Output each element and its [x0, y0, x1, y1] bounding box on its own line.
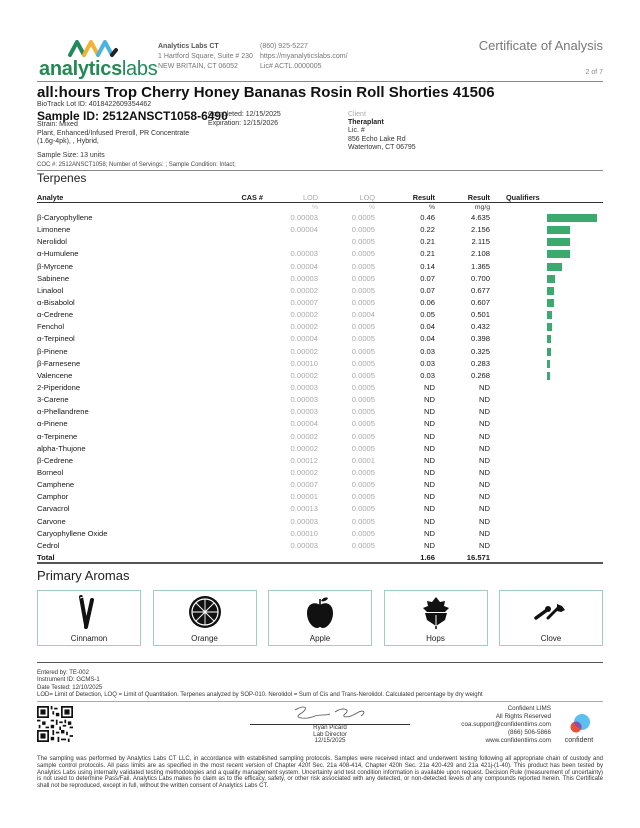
lod-value: 0.00010: [290, 528, 318, 538]
product-title: all:hours Trop Cherry Honey Bananas Rosin Roll Shorties 41506: [37, 84, 495, 101]
loq-value: 0.0005: [351, 467, 375, 477]
lab-phone: (860) 925-5227: [260, 43, 308, 50]
loq-value: 0.0005: [351, 431, 375, 441]
lims-email-link[interactable]: coa.support@confidentlims.com: [461, 721, 551, 728]
client-label: Client: [348, 111, 366, 118]
result-bar: [547, 263, 562, 271]
loq-value: 0.0005: [351, 334, 375, 344]
product-type-line1: Plant, Enhanced/Infused Preroll, PR Concentrate: [37, 129, 190, 137]
result-mg: 0.501: [470, 310, 490, 320]
result-pct: ND: [424, 382, 435, 392]
lod-value: 0.00002: [290, 322, 318, 332]
result-pct: 0.21: [420, 237, 435, 247]
product-type-line2: (1.6g-4pk), , Hybrid,: [37, 138, 99, 145]
result-mg: ND: [479, 443, 490, 453]
lab-name: Analytics Labs CT: [158, 43, 219, 50]
result-bar: [547, 238, 570, 246]
result-mg: 0.607: [470, 297, 490, 307]
cinnamon-icon: [77, 595, 101, 629]
result-pct: ND: [424, 504, 435, 514]
lims-name: Confident LIMS: [507, 705, 551, 712]
aroma-label: Clove: [540, 634, 562, 643]
lod-value: 0.00003: [290, 249, 318, 259]
result-mg: ND: [479, 516, 490, 526]
lod-value: 0.00003: [290, 540, 318, 550]
result-pct: 0.03: [420, 370, 435, 380]
lod-value: 0.00002: [290, 285, 318, 295]
lod-value: 0.00003: [290, 213, 318, 222]
table-body: [37, 212, 603, 552]
result-mg: 0.700: [470, 273, 490, 283]
result-mg: 1.365: [470, 261, 490, 271]
lims-phone: (866) 506-5866: [507, 729, 551, 736]
total-pct: 1.66: [420, 552, 435, 562]
unit-loq: %: [368, 204, 375, 211]
result-pct: 0.14: [420, 261, 435, 271]
client-name: Theraplant: [348, 119, 384, 127]
loq-value: 0.0005: [351, 407, 375, 417]
lod-value: 0.00002: [290, 443, 318, 453]
confident-lims-info: [461, 705, 551, 745]
analyte-name: Carvone: [37, 516, 66, 526]
result-mg: ND: [479, 480, 490, 490]
analyte-name: α-Cedrene: [37, 310, 74, 320]
aroma-label: Cinnamon: [70, 634, 108, 643]
table-row: [37, 321, 603, 333]
table-row: [37, 394, 603, 406]
client-street: 856 Echo Lake Rd: [348, 135, 406, 143]
result-mg: ND: [479, 431, 490, 441]
lod-value: 0.00003: [290, 407, 318, 417]
clove-icon: [534, 600, 568, 624]
header-divider: [37, 81, 603, 82]
confident-logo: [559, 712, 599, 744]
entered-by: Entered by: TE-002: [37, 670, 89, 676]
qr-code-icon[interactable]: [37, 706, 73, 742]
result-pct: 0.07: [420, 285, 435, 295]
legal-disclaimer: The sampling was performed by Analytics Labs CT LLC, in accordance with established sampling protocols. Samples were received intact and underwent testing following all appropriate chain of custody and sample control protocols. All pass limits are as specified in the most recent version of Chapter 420f Sec. 21a 408-414, Chapter 420h Sec. 21a 420-429 and 21a 421j-(1-40). This product has been tested by Analytics Labs using internally validated testing methodologies and a quality management system. Uncertainty and test condition information is available upon request. Decision Rule (measurement of uncertainty) is not used to determine Pass/Fail. Analytics Labs makes no claim as to the efficacy, safety, or other risk associated with any detected, or non-detected levels of any compounds reported herein. This Certificate shall not be reproduced, except in full, without the written consent of Analytics Labs CT.: [37, 756, 603, 790]
analytics-labs-logo: [37, 36, 158, 82]
table-row: [37, 431, 603, 443]
analyte-name: 3-Carene: [37, 395, 69, 405]
instrument-id: Instrument ID: GCMS-1: [37, 677, 100, 684]
lab-license: Lic# ACTL.0000005: [260, 63, 322, 70]
loq-value: 0.0005: [351, 395, 375, 405]
analyte-name: β-Pinene: [37, 346, 68, 356]
aroma-label: Orange: [191, 634, 218, 643]
lod-value: 0.00001: [290, 492, 318, 502]
result-mg: ND: [479, 382, 490, 392]
analyte-name: α-Bisabolol: [37, 297, 75, 307]
analyte-name: Sabinene: [37, 273, 70, 283]
footer-divider: [37, 701, 603, 702]
hops-icon: [421, 595, 451, 629]
loq-value: 0.0005: [351, 297, 375, 307]
analyte-name: Linalool: [37, 285, 64, 295]
table-row: [37, 358, 603, 370]
terpenes-table: [37, 192, 603, 564]
notes-divider: [37, 662, 603, 663]
loq-value: 0.0005: [351, 285, 375, 295]
result-pct: ND: [424, 516, 435, 526]
analyte-name: Camphor: [37, 492, 69, 502]
lims-website-link[interactable]: www.confidentlims.com: [485, 737, 551, 744]
result-mg: 0.268: [470, 370, 490, 380]
lab-address-line2: NEW BRITAIN, CT 06052: [158, 63, 238, 70]
loq-value: 0.0005: [351, 273, 375, 283]
completed-date: Completed: 12/15/2025: [208, 111, 281, 118]
loq-value: 0.0005: [351, 516, 375, 526]
analyte-name: Borneol: [37, 467, 64, 477]
analyte-name: Limonene: [37, 225, 71, 235]
unit-lod: %: [311, 204, 318, 211]
analyte-name: Valencene: [37, 370, 73, 380]
result-pct: ND: [424, 443, 435, 453]
table-row: [37, 297, 603, 309]
lod-value: 0.00003: [290, 382, 318, 392]
lod-value: 0.00002: [290, 310, 318, 320]
total-mg: 16.571: [466, 552, 490, 562]
analyte-name: α-Terpinene: [37, 431, 78, 441]
aroma-label: Apple: [309, 634, 331, 643]
analyte-name: 2-Piperidone: [37, 382, 81, 392]
result-bar: [547, 372, 550, 380]
lod-loq-legend: LOD= Limit of Detection, LOQ = Limit of Quantitation. Terpenes analyzed by SOP-010. Nerolidol = Sum of Cis and Trans-Nerolidol. Calculated percentage by dry weight: [37, 692, 483, 699]
table-row: [37, 503, 603, 515]
loq-value: 0.0005: [351, 382, 375, 392]
col-qualifiers: Qualifiers: [506, 193, 540, 202]
result-pct: 0.46: [420, 213, 435, 222]
result-pct: ND: [424, 455, 435, 465]
result-mg: ND: [479, 407, 490, 417]
signature-block: [250, 704, 410, 754]
result-pct: ND: [424, 431, 435, 441]
loq-value: 0.0005: [351, 237, 375, 247]
result-pct: 0.03: [420, 346, 435, 356]
lod-value: 0.00003: [290, 395, 318, 405]
aromas-title: Primary Aromas: [37, 568, 130, 583]
analyte-name: alpha-Thujone: [37, 443, 86, 453]
result-pct: 0.04: [420, 334, 435, 344]
loq-value: 0.0005: [351, 225, 375, 235]
loq-value: 0.0005: [351, 504, 375, 514]
loq-value: 0.0005: [351, 249, 375, 259]
aroma-card-orange: [153, 590, 257, 646]
lod-value: 0.00002: [290, 346, 318, 356]
date-tested: Date Tested: 12/10/2025: [37, 684, 103, 691]
table-row: [37, 382, 603, 394]
result-mg: ND: [479, 455, 490, 465]
table-row: [37, 333, 603, 345]
analyte-name: α-Humulene: [37, 249, 79, 259]
analyte-name: β-Myrcene: [37, 261, 74, 271]
analyte-name: Camphene: [37, 480, 75, 490]
result-pct: ND: [424, 395, 435, 405]
aroma-card-hops: [384, 590, 488, 646]
lod-value: 0.00012: [290, 455, 318, 465]
result-mg: 2.115: [471, 237, 490, 247]
analyte-name: Carvacrol: [37, 504, 70, 514]
result-bar: [547, 311, 552, 319]
table-row: [37, 309, 603, 321]
lod-value: 0.00003: [290, 516, 318, 526]
result-bar: [547, 323, 552, 331]
result-mg: 0.325: [470, 346, 490, 356]
test-notes: [37, 670, 483, 700]
unit-result-mg: mg/g: [474, 204, 490, 211]
result-pct: 0.21: [420, 249, 435, 259]
table-row: [37, 346, 603, 358]
col-result-mg: Result: [467, 193, 490, 202]
result-pct: 0.03: [420, 358, 435, 368]
signatory: [250, 725, 410, 745]
table-row: [37, 224, 603, 236]
table-row: [37, 443, 603, 455]
sample-id: Sample ID: 2512ANSCT1058-6490: [37, 109, 228, 123]
result-pct: 0.22: [420, 225, 435, 235]
lod-value: 0.00007: [290, 297, 318, 307]
result-mg: 0.283: [470, 358, 490, 368]
lims-rights: All Rights Reserved: [495, 713, 551, 720]
loq-value: 0.0005: [351, 480, 375, 490]
table-header: [37, 192, 603, 203]
loq-value: 0.0005: [351, 358, 375, 368]
loq-value: 0.0004: [351, 310, 375, 320]
result-pct: 0.06: [420, 297, 435, 307]
result-bar: [547, 250, 570, 258]
lod-value: 0.00002: [290, 370, 318, 380]
signature-date: 12/15/2025: [314, 737, 346, 745]
result-mg: ND: [479, 419, 490, 429]
table-row: [37, 261, 603, 273]
lod-value: 0.00002: [290, 467, 318, 477]
analyte-name: β-Farnesene: [37, 358, 81, 368]
terpenes-divider: [37, 170, 603, 171]
col-lod: LOD: [302, 193, 318, 202]
table-row: [37, 418, 603, 430]
header: [37, 36, 603, 82]
result-bar: [547, 287, 554, 295]
lod-value: 0.00004: [290, 334, 318, 344]
lod-value: 0.00010: [290, 358, 318, 368]
result-bar: [547, 360, 550, 368]
result-pct: ND: [424, 480, 435, 490]
loq-value: 0.0005: [351, 213, 375, 222]
aroma-card-clove: [499, 590, 603, 646]
result-mg: 2.108: [470, 249, 490, 259]
logo-wordmark: analyticslabs: [39, 58, 158, 80]
terpenes-title: Terpenes: [37, 171, 87, 185]
analyte-name: Cedrol: [37, 540, 60, 550]
result-mg: ND: [479, 528, 490, 538]
result-bar: [547, 348, 551, 356]
sample-info: [37, 121, 207, 147]
loq-value: 0.0005: [351, 346, 375, 356]
table-row: [37, 212, 603, 224]
confident-logo-icon: [559, 712, 599, 736]
apple-icon: [305, 595, 335, 629]
orange-icon: [188, 595, 222, 629]
loq-value: 0.0005: [351, 370, 375, 380]
lab-contact: [260, 42, 348, 72]
loq-value: 0.0005: [351, 492, 375, 502]
signatory-title: Lab Director: [313, 730, 347, 738]
table-row: [37, 248, 603, 260]
loq-value: 0.0005: [351, 419, 375, 429]
result-bar: [547, 214, 597, 222]
total-label: Total: [37, 552, 55, 562]
client-block: [348, 111, 416, 152]
aroma-label: Hops: [426, 634, 445, 643]
aromas-row: [37, 590, 603, 646]
signature-icon: [285, 704, 375, 724]
analyte-name: Fenchol: [37, 322, 65, 332]
table-row: [37, 540, 603, 552]
lod-value: 0.00002: [290, 431, 318, 441]
table-row: [37, 528, 603, 540]
lod-value: 0.00004: [290, 225, 318, 235]
loq-value: 0.0001: [351, 455, 375, 465]
loq-value: 0.0005: [351, 261, 375, 271]
client-city: Watertown, CT 06795: [348, 143, 416, 151]
analyte-name: α-Terpineol: [37, 334, 75, 344]
result-pct: ND: [424, 528, 435, 538]
page-number: 2 of 7: [585, 69, 603, 76]
result-pct: ND: [424, 407, 435, 417]
expiration-date: Expiration: 12/15/2026: [208, 120, 279, 127]
table-row: [37, 285, 603, 297]
analyte-name: α-Pinene: [37, 419, 68, 429]
lab-website-link[interactable]: https://myanalyticslabs.com/: [260, 53, 348, 60]
coc-line: COC #: 2512ANSCT1058; Number of Servings: ; Sample Condition: Intact;: [37, 161, 236, 168]
analyte-name: α-Phellandrene: [37, 407, 89, 417]
result-mg: ND: [479, 467, 490, 477]
loq-value: 0.0005: [351, 443, 375, 453]
result-mg: 0.398: [470, 334, 490, 344]
col-loq: LOQ: [359, 193, 375, 202]
table-row: [37, 479, 603, 491]
result-bar: [547, 275, 555, 283]
result-mg: ND: [479, 540, 490, 550]
logo-mark-icon: [67, 38, 119, 58]
lod-value: 0.00007: [290, 480, 318, 490]
result-pct: 0.04: [420, 322, 435, 332]
result-bar: [547, 226, 570, 234]
col-analyte: Analyte: [37, 193, 64, 202]
result-pct: ND: [424, 419, 435, 429]
loq-value: 0.0005: [351, 528, 375, 538]
table-row: [37, 467, 603, 479]
result-mg: 2.156: [470, 225, 490, 235]
result-mg: ND: [479, 492, 490, 502]
analyte-name: β-Cedrene: [37, 455, 74, 465]
lod-value: 0.00003: [290, 273, 318, 283]
result-pct: ND: [424, 492, 435, 502]
sample-size: Sample Size: 13 units: [37, 152, 105, 159]
units-row: [37, 203, 603, 212]
lod-value: 0.00004: [290, 419, 318, 429]
result-pct: ND: [424, 540, 435, 550]
confident-logo-text: confident: [564, 737, 594, 744]
loq-value: 0.0005: [351, 540, 375, 550]
result-pct: 0.07: [420, 273, 435, 283]
table-row: [37, 491, 603, 503]
total-row: [37, 552, 603, 564]
table-row: [37, 406, 603, 418]
table-row: [37, 273, 603, 285]
sample-dates: [208, 110, 281, 128]
result-mg: 4.635: [470, 213, 490, 222]
aroma-card-cinnamon: [37, 590, 141, 646]
unit-result-pct: %: [428, 204, 435, 211]
lab-address-line1: 1 Hartford Square, Suite # 230: [158, 53, 253, 60]
result-pct: 0.05: [420, 310, 435, 320]
result-pct: ND: [424, 467, 435, 477]
biotrack-lot-id: BioTrack Lot ID: 4018422609354462: [37, 101, 152, 108]
result-mg: 0.432: [470, 322, 490, 332]
result-mg: ND: [479, 504, 490, 514]
result-mg: 0.677: [470, 285, 490, 295]
table-row: [37, 236, 603, 248]
coa-page: [37, 0, 603, 828]
result-bar: [547, 335, 551, 343]
loq-value: 0.0005: [351, 322, 375, 332]
analyte-name: β-Caryophyllene: [37, 213, 93, 222]
signatory-name: Ryan Picard: [313, 724, 347, 731]
col-cas: CAS #: [241, 193, 263, 202]
lod-value: 0.00013: [290, 504, 318, 514]
table-row: [37, 370, 603, 382]
result-mg: ND: [479, 395, 490, 405]
col-result-pct: Result: [412, 193, 435, 202]
aroma-card-apple: [268, 590, 372, 646]
lod-value: 0.00004: [290, 261, 318, 271]
table-row: [37, 455, 603, 467]
analyte-name: Nerolidol: [37, 237, 67, 247]
sample-size-block: [37, 152, 236, 169]
table-row: [37, 516, 603, 528]
lab-address: [158, 42, 253, 72]
client-license: Lic. #: [348, 127, 365, 135]
result-bar: [547, 299, 554, 307]
analyte-name: Caryophyllene Oxide: [37, 528, 108, 538]
document-title: Certificate of Analysis: [478, 38, 603, 53]
strain: Strain: Mixed: [37, 121, 78, 128]
